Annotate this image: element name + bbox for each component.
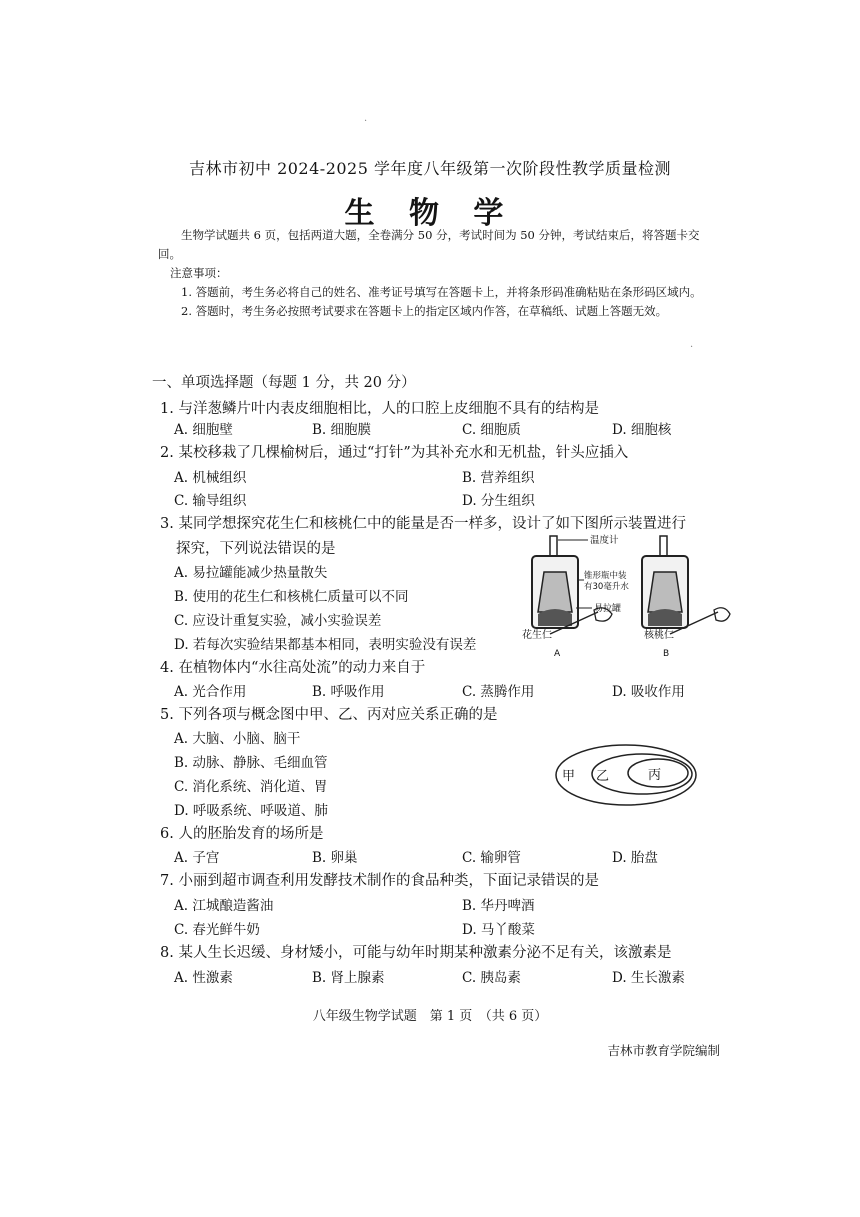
label-peanut: 花生仁	[522, 630, 552, 641]
option: C. 胰岛素	[462, 970, 521, 986]
energy-apparatus-figure	[520, 526, 732, 662]
question-stem-cont: 探究，下列说法错误的是	[176, 541, 336, 557]
scan-speck: ·	[364, 116, 368, 127]
page-footer: 八年级生物学试题 第 1 页 （共 6 页）	[312, 1009, 548, 1024]
option: A. 光合作用	[174, 684, 247, 700]
option: B. 卵巢	[312, 850, 358, 866]
label-flask-line2: 有30毫升水	[584, 582, 629, 592]
question-stem: 5. 下列各项与概念图中甲、乙、丙对应关系正确的是	[160, 707, 498, 723]
concept-diagram	[552, 740, 702, 810]
flask-icon	[538, 572, 572, 612]
option: B. 华丹啤酒	[462, 898, 535, 914]
option: A. 江城酿造酱油	[174, 898, 274, 914]
notes-attention-label: 注意事项：	[170, 266, 228, 280]
publisher-credit: 吉林市教育学院编制	[607, 1043, 720, 1058]
option: A. 易拉罐能减少热量散失	[174, 565, 328, 581]
flask-icon	[648, 572, 682, 612]
hand-icon	[714, 608, 730, 621]
option: B. 使用的花生仁和核桃仁质量可以不同	[174, 589, 409, 605]
option: C. 应设计重复实验，减小实验误差	[174, 613, 382, 629]
label-inner: 丙	[648, 768, 662, 783]
question-stem: 7. 小丽到超市调查利用发酵技术制作的食品种类，下面记录错误的是	[160, 873, 599, 889]
question-stem: 8. 某人生长迟缓、身材矮小，可能与幼年时期某种激素分泌不足有关，该激素是	[160, 945, 672, 961]
option: C. 春光鲜牛奶	[174, 922, 260, 938]
notes-intro: 生物学试题共 6 页，包括两道大题，全卷满分 50 分，考试时间为 50 分钟，考试结束后，将答题卡交回。	[158, 228, 700, 261]
ellipse-outer	[556, 745, 696, 805]
flame-icon	[648, 609, 682, 626]
label-can: 易拉罐	[594, 604, 622, 614]
option: C. 消化系统、消化道、胃	[174, 779, 328, 795]
option: D. 马丫酸菜	[462, 922, 535, 938]
option: A. 细胞壁	[174, 422, 233, 438]
label-middle: 乙	[596, 769, 610, 784]
label-b: B	[663, 649, 670, 659]
option: C. 输卵管	[462, 850, 521, 866]
option: D. 吸收作用	[612, 684, 685, 700]
option: B. 细胞膜	[312, 422, 372, 438]
option: D. 胎盘	[612, 850, 658, 866]
option: D. 呼吸系统、呼吸道、肺	[174, 803, 328, 819]
option: A. 大脑、小脑、脑干	[174, 731, 301, 747]
option: C. 蒸腾作用	[462, 684, 535, 700]
option: B. 营养组织	[462, 470, 535, 486]
option: C. 输导组织	[174, 493, 247, 509]
question-stem: 4. 在植物体内“水往高处流”的动力来自于	[160, 660, 426, 676]
question-stem: 1. 与洋葱鳞片叶内表皮细胞相比，人的口腔上皮细胞不具有的结构是	[160, 401, 599, 417]
option: D. 生长激素	[612, 970, 685, 986]
label-thermometer: 温度计	[590, 535, 619, 546]
label-a: A	[554, 649, 561, 659]
option: D. 细胞核	[612, 422, 672, 438]
section-heading: 一、单项选择题（每题 1 分，共 20 分）	[152, 375, 416, 391]
option: B. 呼吸作用	[312, 684, 385, 700]
notes-item-2: 2. 答题时，考生务必按照考试要求在答题卡上的指定区域内作答，在草稿纸、试题上答题无效。	[181, 304, 668, 318]
option: A. 子宫	[174, 850, 220, 866]
option: D. 分生组织	[462, 493, 535, 509]
label-walnut: 核桃仁	[644, 630, 674, 641]
option: A. 机械组织	[174, 470, 247, 486]
option: B. 肾上腺素	[312, 970, 385, 986]
exam-notes	[158, 226, 703, 321]
notes-item-1: 1. 答题前，考生务必将自己的姓名、准考证号填写在答题卡上，并将条形码准确粘贴在条形码区域内。	[181, 285, 702, 299]
option: A. 性激素	[174, 970, 233, 986]
exam-title: 吉林市初中 2024-2025 学年度八年级第一次阶段性教学质量检测	[188, 159, 672, 178]
option: B. 动脉、静脉、毛细血管	[174, 755, 328, 771]
apparatus-b	[642, 536, 730, 634]
label-outer: 甲	[562, 769, 576, 784]
subject-title: 生 物 学	[344, 196, 516, 231]
question-stem: 3. 某同学想探究花生仁和核桃仁中的能量是否一样多，设计了如下图所示装置进行	[160, 516, 686, 532]
label-flask-line1: 锥形瓶中装	[584, 571, 627, 581]
question-stem: 2. 某校移栽了几棵榆树后，通过“打针”为其补充水和无机盐，针头应插入	[160, 445, 629, 461]
flame-icon	[538, 609, 572, 626]
scan-speck: ·	[690, 342, 694, 353]
option: C. 细胞质	[462, 422, 521, 438]
question-stem: 6. 人的胚胎发育的场所是	[160, 826, 324, 842]
option: D. 若每次实验结果都基本相同，表明实验没有误差	[174, 637, 477, 653]
